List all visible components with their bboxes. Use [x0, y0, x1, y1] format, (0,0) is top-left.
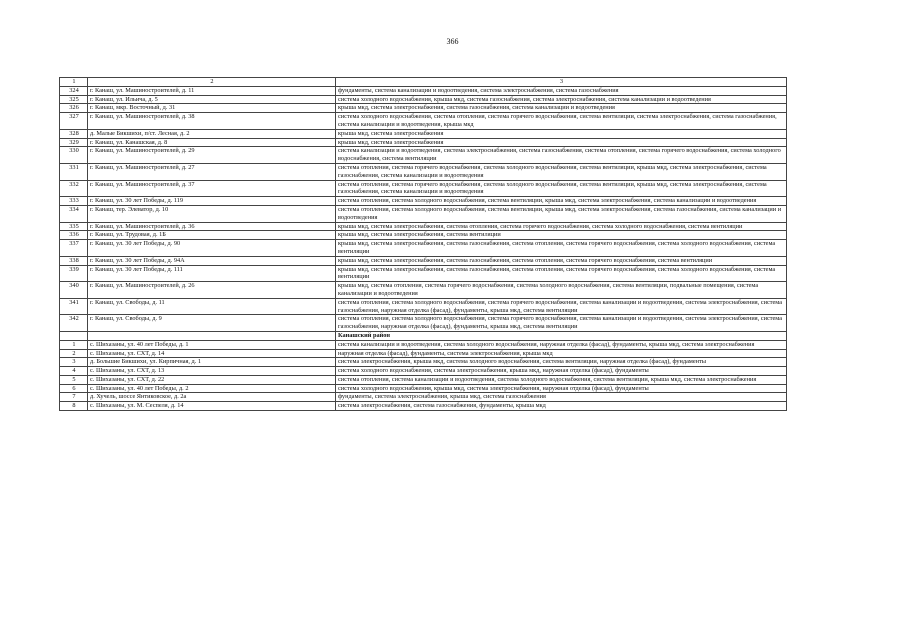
header-col-2: 2 [88, 78, 336, 87]
table-row [60, 349, 787, 358]
table-row [60, 265, 787, 282]
row-number: 7 [60, 393, 88, 402]
row-number: 338 [60, 256, 88, 265]
row-number: 333 [60, 197, 88, 206]
table-row [60, 358, 787, 367]
row-works: крыша мкд, система электроснабжения, система газоснабжения, система отопления, система горячего водоснабжения, система вентиляции [336, 256, 787, 265]
row-number: 332 [60, 180, 88, 197]
row-works: система отопления, система холодного водоснабжения, система горячего водоснабжения, система канализации и водоотведения, система электроснабжения, система газоснабжения, наружная отделка (фасад), фундаменты, крыша мкд, система вентиляции [336, 315, 787, 332]
table-row [60, 282, 787, 299]
row-works: крыша мкд, система электроснабжения, система газоснабжения, система отопления, система горячего водоснабжения, система холодного водоснабжения, система вентиляции [336, 265, 787, 282]
table-row [60, 231, 787, 240]
row-address: с. Шихазаны, ул. 40 лет Победы, д. 1 [88, 340, 336, 349]
table-row [60, 384, 787, 393]
row-address: г. Канаш, ул. 30 лет Победы, д. 94А [88, 256, 336, 265]
table-row [60, 393, 787, 402]
table-row [60, 129, 787, 138]
row-number: 326 [60, 104, 88, 113]
row-number: 334 [60, 205, 88, 222]
table-row [60, 180, 787, 197]
row-number: 337 [60, 240, 88, 257]
table-row [60, 367, 787, 376]
row-number: 5 [60, 375, 88, 384]
row-works: система холодного водоснабжения, система электроснабжения, крыша мкд, наружная отделка (фасад), фундаменты [336, 367, 787, 376]
table-row [60, 256, 787, 265]
row-address: г. Канаш, ул. Машиностроителей, д. 27 [88, 163, 336, 180]
table-row [60, 113, 787, 130]
row-number: 328 [60, 129, 88, 138]
row-works: система отопления, система холодного водоснабжения, система горячего водоснабжения, система канализации и водоотведения, система электроснабжения, система газоснабжения, наружная отделка (фасад), фундаменты, крыша мкд, система вентиляции [336, 298, 787, 315]
row-works: система отопления, система горячего водоснабжения, система холодного водоснабжения, система вентиляции, крыша мкд, система электроснабжения, система газоснабжения, система канализации и водоотведения [336, 180, 787, 197]
row-number: 1 [60, 340, 88, 349]
row-address: г. Канаш, ул. Канашская, д. 8 [88, 138, 336, 147]
header-col-3: 3 [336, 78, 787, 87]
row-address: г. Канаш, ул. Машиностроителей, д. 38 [88, 113, 336, 130]
row-number: 3 [60, 358, 88, 367]
table-header-row [60, 78, 787, 87]
row-address: г. Канаш, тер. Элеватор, д. 10 [88, 205, 336, 222]
row-works: система электроснабжения, система газоснабжения, фундаменты, крыша мкд [336, 402, 787, 411]
row-works: крыша мкд, система отопления, система горячего водоснабжения, система холодного водоснабжения, система вентиляции, подвальные помещения, система канализации и водоотведения [336, 282, 787, 299]
header-col-1: 1 [60, 78, 88, 87]
table-row [60, 222, 787, 231]
row-number: 329 [60, 138, 88, 147]
row-address: г. Канаш, ул. Ильича, д. 5 [88, 95, 336, 104]
row-address: г. Канаш, мкр. Восточный, д. 31 [88, 104, 336, 113]
works-table [59, 77, 787, 411]
row-works: фундаменты, система канализации и водоотведения, система электроснабжения, система газоснабжения [336, 86, 787, 95]
row-address: с. Шихазаны, ул. СХТ, д. 13 [88, 367, 336, 376]
table-row [60, 95, 787, 104]
row-address: г. Канаш, ул. Машиностроителей, д. 37 [88, 180, 336, 197]
row-works: система холодного водоснабжения, крыша мкд, система электроснабжения, наружная отделка (фасад), фундаменты [336, 384, 787, 393]
row-number: 2 [60, 349, 88, 358]
row-address: г. Канаш, ул. Машиностроителей, д. 11 [88, 86, 336, 95]
row-works: крыша мкд, система электроснабжения [336, 138, 787, 147]
table-row [60, 197, 787, 206]
row-number: 342 [60, 315, 88, 332]
table-row [60, 240, 787, 257]
section-header-row [60, 331, 787, 340]
row-works: система электроснабжения, крыша мкд, система холодного водоснабжения, система вентиляции, наружная отделка (фасад), фундаменты [336, 358, 787, 367]
row-address: д. Большие Бикшихи, ул. Кирпичная, д. 1 [88, 358, 336, 367]
row-works: система холодного водоснабжения, система отопления, система горячего водоснабжения, система вентиляции, система электроснабжения, система газоснабжения, система канализации и водоотведения, крыша мкд [336, 113, 787, 130]
row-works: система отопления, система холодного водоснабжения, система вентиляции, крыша мкд, система электроснабжения, система канализации и водоотведения [336, 197, 787, 206]
row-works: система канализации и водоотведения, система электроснабжения, система газоснабжения, система отопления, система горячего водоснабжения, система холодного водоснабжения, система вентиляции [336, 147, 787, 164]
row-number: 331 [60, 163, 88, 180]
row-address: г. Канаш, ул. Свободы, д. 9 [88, 315, 336, 332]
row-works: крыша мкд, система электроснабжения, система газоснабжения, система канализации и водоотведения [336, 104, 787, 113]
row-address: с. Шихазаны, ул. 40 лет Победы, д. 2 [88, 384, 336, 393]
table-row [60, 147, 787, 164]
table-row [60, 86, 787, 95]
row-works: система канализации и водоотведения, система холодного водоснабжения, наружная отделка (фасад), фундаменты, крыша мкд, система электроснабжения [336, 340, 787, 349]
row-works: система отопления, система канализации и водоотведения, система холодного водоснабжения, система вентиляции, крыша мкд, система электроснабжения [336, 375, 787, 384]
row-works: система отопления, система холодного водоснабжения, система вентиляции, крыша мкд, система электроснабжения, система газоснабжения, система канализации и водоотведения [336, 205, 787, 222]
row-address: с. Шихазаны, ул. СХТ, д. 14 [88, 349, 336, 358]
row-number: 335 [60, 222, 88, 231]
row-number: 336 [60, 231, 88, 240]
row-address: г. Канаш, ул. Машиностроителей, д. 36 [88, 222, 336, 231]
table-row [60, 205, 787, 222]
row-address: д. Малые Бикшихи, п/ст. Лесная, д. 2 [88, 129, 336, 138]
row-address: г. Канаш, ул. Машиностроителей, д. 26 [88, 282, 336, 299]
row-number: 8 [60, 402, 88, 411]
page-number: 366 [446, 37, 459, 46]
row-address: г. Канаш, ул. Свободы, д. 11 [88, 298, 336, 315]
row-works: наружная отделка (фасад), фундаменты, система электроснабжения, крыша мкд [336, 349, 787, 358]
row-address: д. Хучель, шоссе Янтиковское, д. 2а [88, 393, 336, 402]
row-address: г. Канаш, ул. 30 лет Победы, д. 111 [88, 265, 336, 282]
table-row [60, 138, 787, 147]
row-number: 341 [60, 298, 88, 315]
table-row [60, 315, 787, 332]
row-number: 4 [60, 367, 88, 376]
row-address: г. Канаш, ул. Трудовая, д. 1Б [88, 231, 336, 240]
row-number: 6 [60, 384, 88, 393]
row-number: 339 [60, 265, 88, 282]
row-works: крыша мкд, система электроснабжения, система вентиляции [336, 231, 787, 240]
table-body [60, 78, 787, 411]
table-row [60, 298, 787, 315]
row-works: система холодного водоснабжения, крыша мкд, система газоснабжения, система электроснабжения, система канализации и водоотведения [336, 95, 787, 104]
section-empty-cell [60, 331, 88, 340]
row-address: г. Канаш, ул. Машиностроителей, д. 29 [88, 147, 336, 164]
table-row [60, 402, 787, 411]
row-address: с. Шихазаны, ул. М. Сеспеля, д. 14 [88, 402, 336, 411]
row-works: крыша мкд, система электроснабжения, система отопления, система горячего водоснабжения, система холодного водоснабжения, система вентиляции [336, 222, 787, 231]
row-number: 330 [60, 147, 88, 164]
row-address: г. Канаш, ул. 30 лет Победы, д. 119 [88, 197, 336, 206]
row-number: 324 [60, 86, 88, 95]
row-address: г. Канаш, ул. 30 лет Победы, д. 90 [88, 240, 336, 257]
row-works: крыша мкд, система электроснабжения [336, 129, 787, 138]
section-title: Канашский район [336, 331, 787, 340]
table-row [60, 340, 787, 349]
row-address: с. Шихазаны, ул. СХТ, д. 22 [88, 375, 336, 384]
table-row [60, 104, 787, 113]
table-row [60, 375, 787, 384]
section-empty-cell [88, 331, 336, 340]
row-number: 327 [60, 113, 88, 130]
table-row [60, 163, 787, 180]
row-works: фундаменты, система электроснабжения, крыша мкд, система газоснабжения [336, 393, 787, 402]
row-works: крыша мкд, система электроснабжения, система газоснабжения, система отопления, система горячего водоснабжения, система холодного водоснабжения, система вентиляции [336, 240, 787, 257]
row-works: система отопления, система горячего водоснабжения, система холодного водоснабжения, система вентиляции, крыша мкд, система электроснабжения, система газоснабжения, система канализации и водоотведения [336, 163, 787, 180]
row-number: 325 [60, 95, 88, 104]
row-number: 340 [60, 282, 88, 299]
